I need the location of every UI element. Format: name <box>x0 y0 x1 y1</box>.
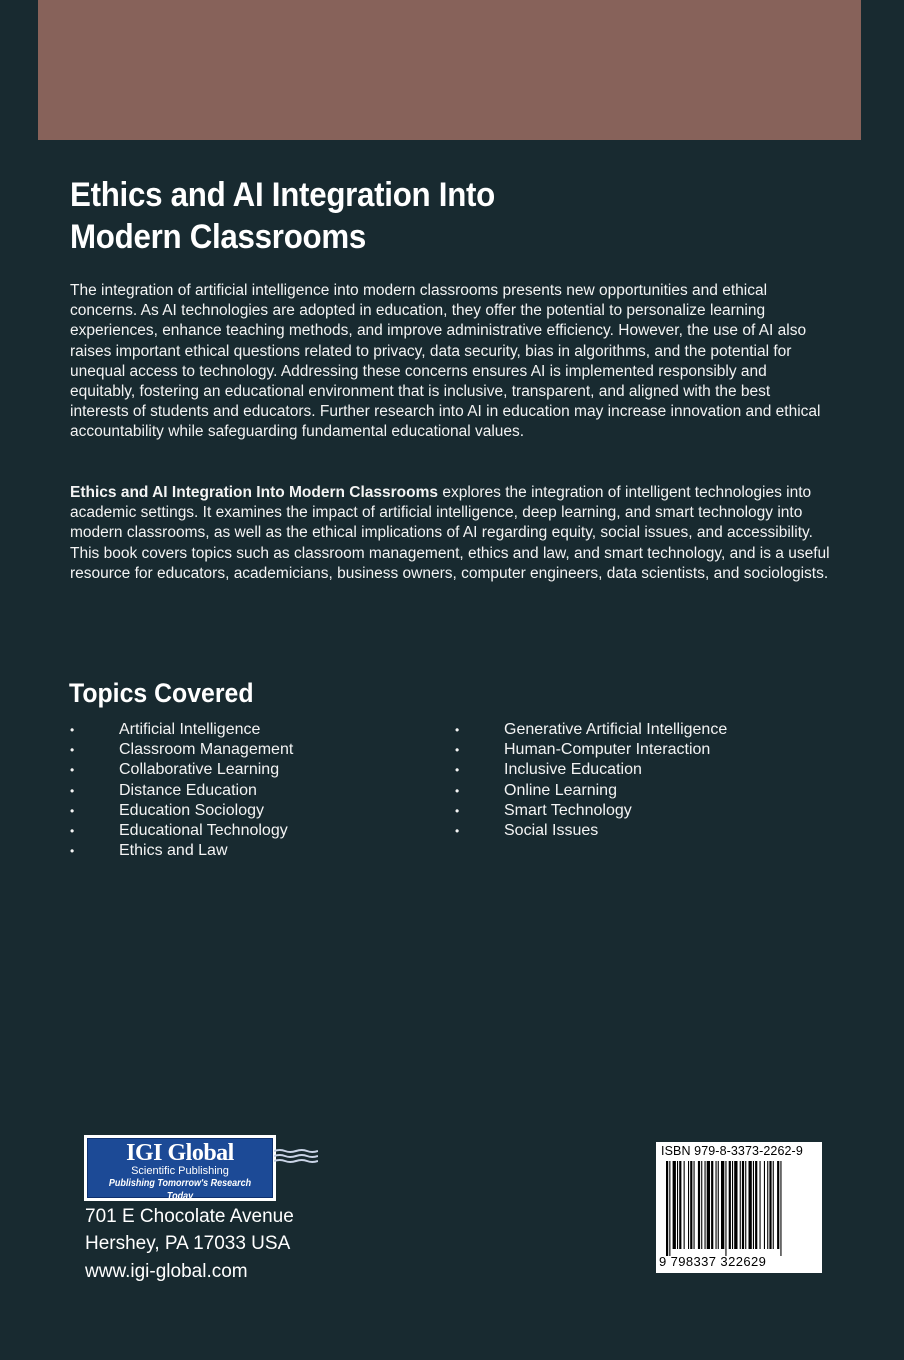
topic-item <box>70 841 293 861</box>
topics-heading: Topics Covered <box>69 678 254 708</box>
logo-name: IGI Global <box>126 1140 234 1166</box>
barcode-bar <box>694 1161 695 1249</box>
publisher-address-line-2: Hershey, PA 17033 USA <box>85 1233 291 1254</box>
paragraph-2-bold-title: Ethics and AI Integration Into Modern Classrooms <box>70 484 439 501</box>
topic-label: Online Learning <box>504 781 617 799</box>
barcode-bar <box>753 1161 754 1249</box>
bullet-icon: • <box>70 844 75 859</box>
topics-list-left <box>70 720 293 861</box>
barcode-bar <box>666 1161 668 1256</box>
barcode-bar <box>688 1161 689 1249</box>
topic-item <box>455 740 727 760</box>
topic-label: Generative Artificial Intelligence <box>504 721 728 738</box>
logo-subtitle: Scientific Publishing <box>131 1165 229 1177</box>
bullet-icon: • <box>455 803 460 818</box>
barcode-bar <box>725 1161 726 1256</box>
bullet-icon: • <box>455 763 460 778</box>
book-title <box>70 174 714 258</box>
paragraph-2-text: explores the integration of intelligent technologies into academic settings. It examines the impact of artificial intelligence, deep learning, and smart technology into modern classrooms, as well as the ethical implications of AI regarding equity, social issues, and accessibility. This book covers topics such as classroom management, ethics and law, and smart technology, and is a useful resource for educators, academicians, business owners, computer engineers, data scientists, and sociologists. <box>70 484 830 582</box>
topic-label: Smart Technology <box>504 801 632 819</box>
bullet-icon: • <box>70 823 75 838</box>
bullet-icon: • <box>455 823 460 838</box>
barcode-bar <box>732 1161 733 1249</box>
title-line-1: Ethics and AI Integration Into <box>70 176 496 214</box>
topic-item <box>455 720 727 740</box>
barcode-digits: 9 798337 322629 <box>659 1254 767 1269</box>
topic-item <box>70 801 293 821</box>
barcode-bar <box>767 1161 768 1249</box>
publisher-logo-badge <box>87 1138 273 1202</box>
topic-label: Classroom Management <box>119 741 294 759</box>
topic-item <box>70 760 293 780</box>
logo-wave-lines-icon <box>274 1147 318 1167</box>
barcode-bar <box>745 1161 746 1249</box>
topic-label: Ethics and Law <box>119 842 228 860</box>
bullet-icon: • <box>455 783 460 798</box>
barcode-bar <box>742 1161 744 1249</box>
topic-item <box>455 821 727 841</box>
bullet-icon: • <box>455 743 460 758</box>
barcode-bar <box>769 1161 771 1249</box>
barcode-bar <box>711 1161 713 1249</box>
topic-item <box>70 720 293 740</box>
barcode-bar <box>718 1161 719 1249</box>
logo-tagline: Publishing Tomorrow's Research Today <box>108 1178 252 1202</box>
barcode-bar <box>764 1161 765 1249</box>
topic-label: Social Issues <box>504 821 599 839</box>
isbn-barcode <box>656 1142 822 1273</box>
barcode-bar <box>721 1161 724 1249</box>
bullet-icon: • <box>70 743 75 758</box>
barcode-bar <box>755 1161 757 1249</box>
topic-item <box>70 821 293 841</box>
barcode-bar <box>698 1161 700 1249</box>
barcode-bar <box>673 1161 676 1249</box>
barcode-bar <box>777 1161 779 1249</box>
bullet-icon: • <box>70 723 75 737</box>
barcode-bar <box>701 1161 702 1249</box>
bullet-icon: • <box>70 783 75 798</box>
barcode-bars <box>666 1161 816 1256</box>
bullet-icon: • <box>455 723 460 737</box>
topic-item <box>455 801 727 821</box>
bullet-icon: • <box>70 763 75 778</box>
barcode-bar <box>773 1161 774 1249</box>
barcode-bar <box>734 1161 737 1249</box>
bullet-icon: • <box>70 803 75 818</box>
topic-label: Collaborative Learning <box>119 761 280 779</box>
description-paragraph-1: The integration of artificial intelligence into modern classrooms presents new opportunities and ethical concerns. As AI technologies are adopted in education, they offer the potential to personalize learning experiences, enhance teaching methods, and improve administrative efficiency. However, the use of AI also raises important ethical questions related to privacy, data security, bias in algorithms, and the potential for unequal access to technology. Addressing these concerns ensures AI is implemented responsibly and equitably, fostering an educational environment that is inclusive, transparent, and aligned with the best interests of students and educators. Further research into AI in education may increase innovation and ethical accountability while safeguarding fundamental educational values. <box>70 282 821 441</box>
topic-label: Artificial Intelligence <box>119 721 261 738</box>
publisher-logo <box>84 1135 276 1201</box>
barcode-bar <box>707 1161 710 1249</box>
topic-label: Education Sociology <box>119 801 264 819</box>
barcode-bar <box>749 1161 752 1249</box>
barcode-bar <box>780 1161 781 1256</box>
description-paragraph-2 <box>70 483 830 584</box>
barcode-bar <box>705 1161 706 1249</box>
topic-label: Inclusive Education <box>504 761 642 779</box>
publisher-address-line-1: 701 E Chocolate Avenue <box>85 1206 294 1227</box>
topic-item <box>455 760 727 780</box>
barcode-bar <box>729 1161 731 1249</box>
title-line-2: Modern Classrooms <box>70 218 367 256</box>
topic-label: Human-Computer Interaction <box>504 741 711 759</box>
publisher-website: www.igi-global.com <box>85 1261 248 1282</box>
topic-item <box>70 781 293 801</box>
topic-label: Distance Education <box>119 781 257 799</box>
topic-item <box>70 740 293 760</box>
barcode-bar <box>690 1161 692 1249</box>
top-color-band <box>38 0 861 140</box>
topic-label: Educational Technology <box>119 821 288 839</box>
barcode-bar <box>760 1161 761 1249</box>
barcode-bar <box>684 1161 685 1249</box>
topic-item <box>455 781 727 801</box>
isbn-label: ISBN 979-8-3373-2262-9 <box>661 1144 803 1158</box>
topics-list-right <box>455 720 727 841</box>
barcode-bar <box>740 1161 741 1249</box>
barcode-bar <box>677 1161 678 1249</box>
barcode-bar <box>669 1161 670 1256</box>
barcode-bar <box>716 1161 717 1249</box>
barcode-bar <box>679 1161 681 1249</box>
